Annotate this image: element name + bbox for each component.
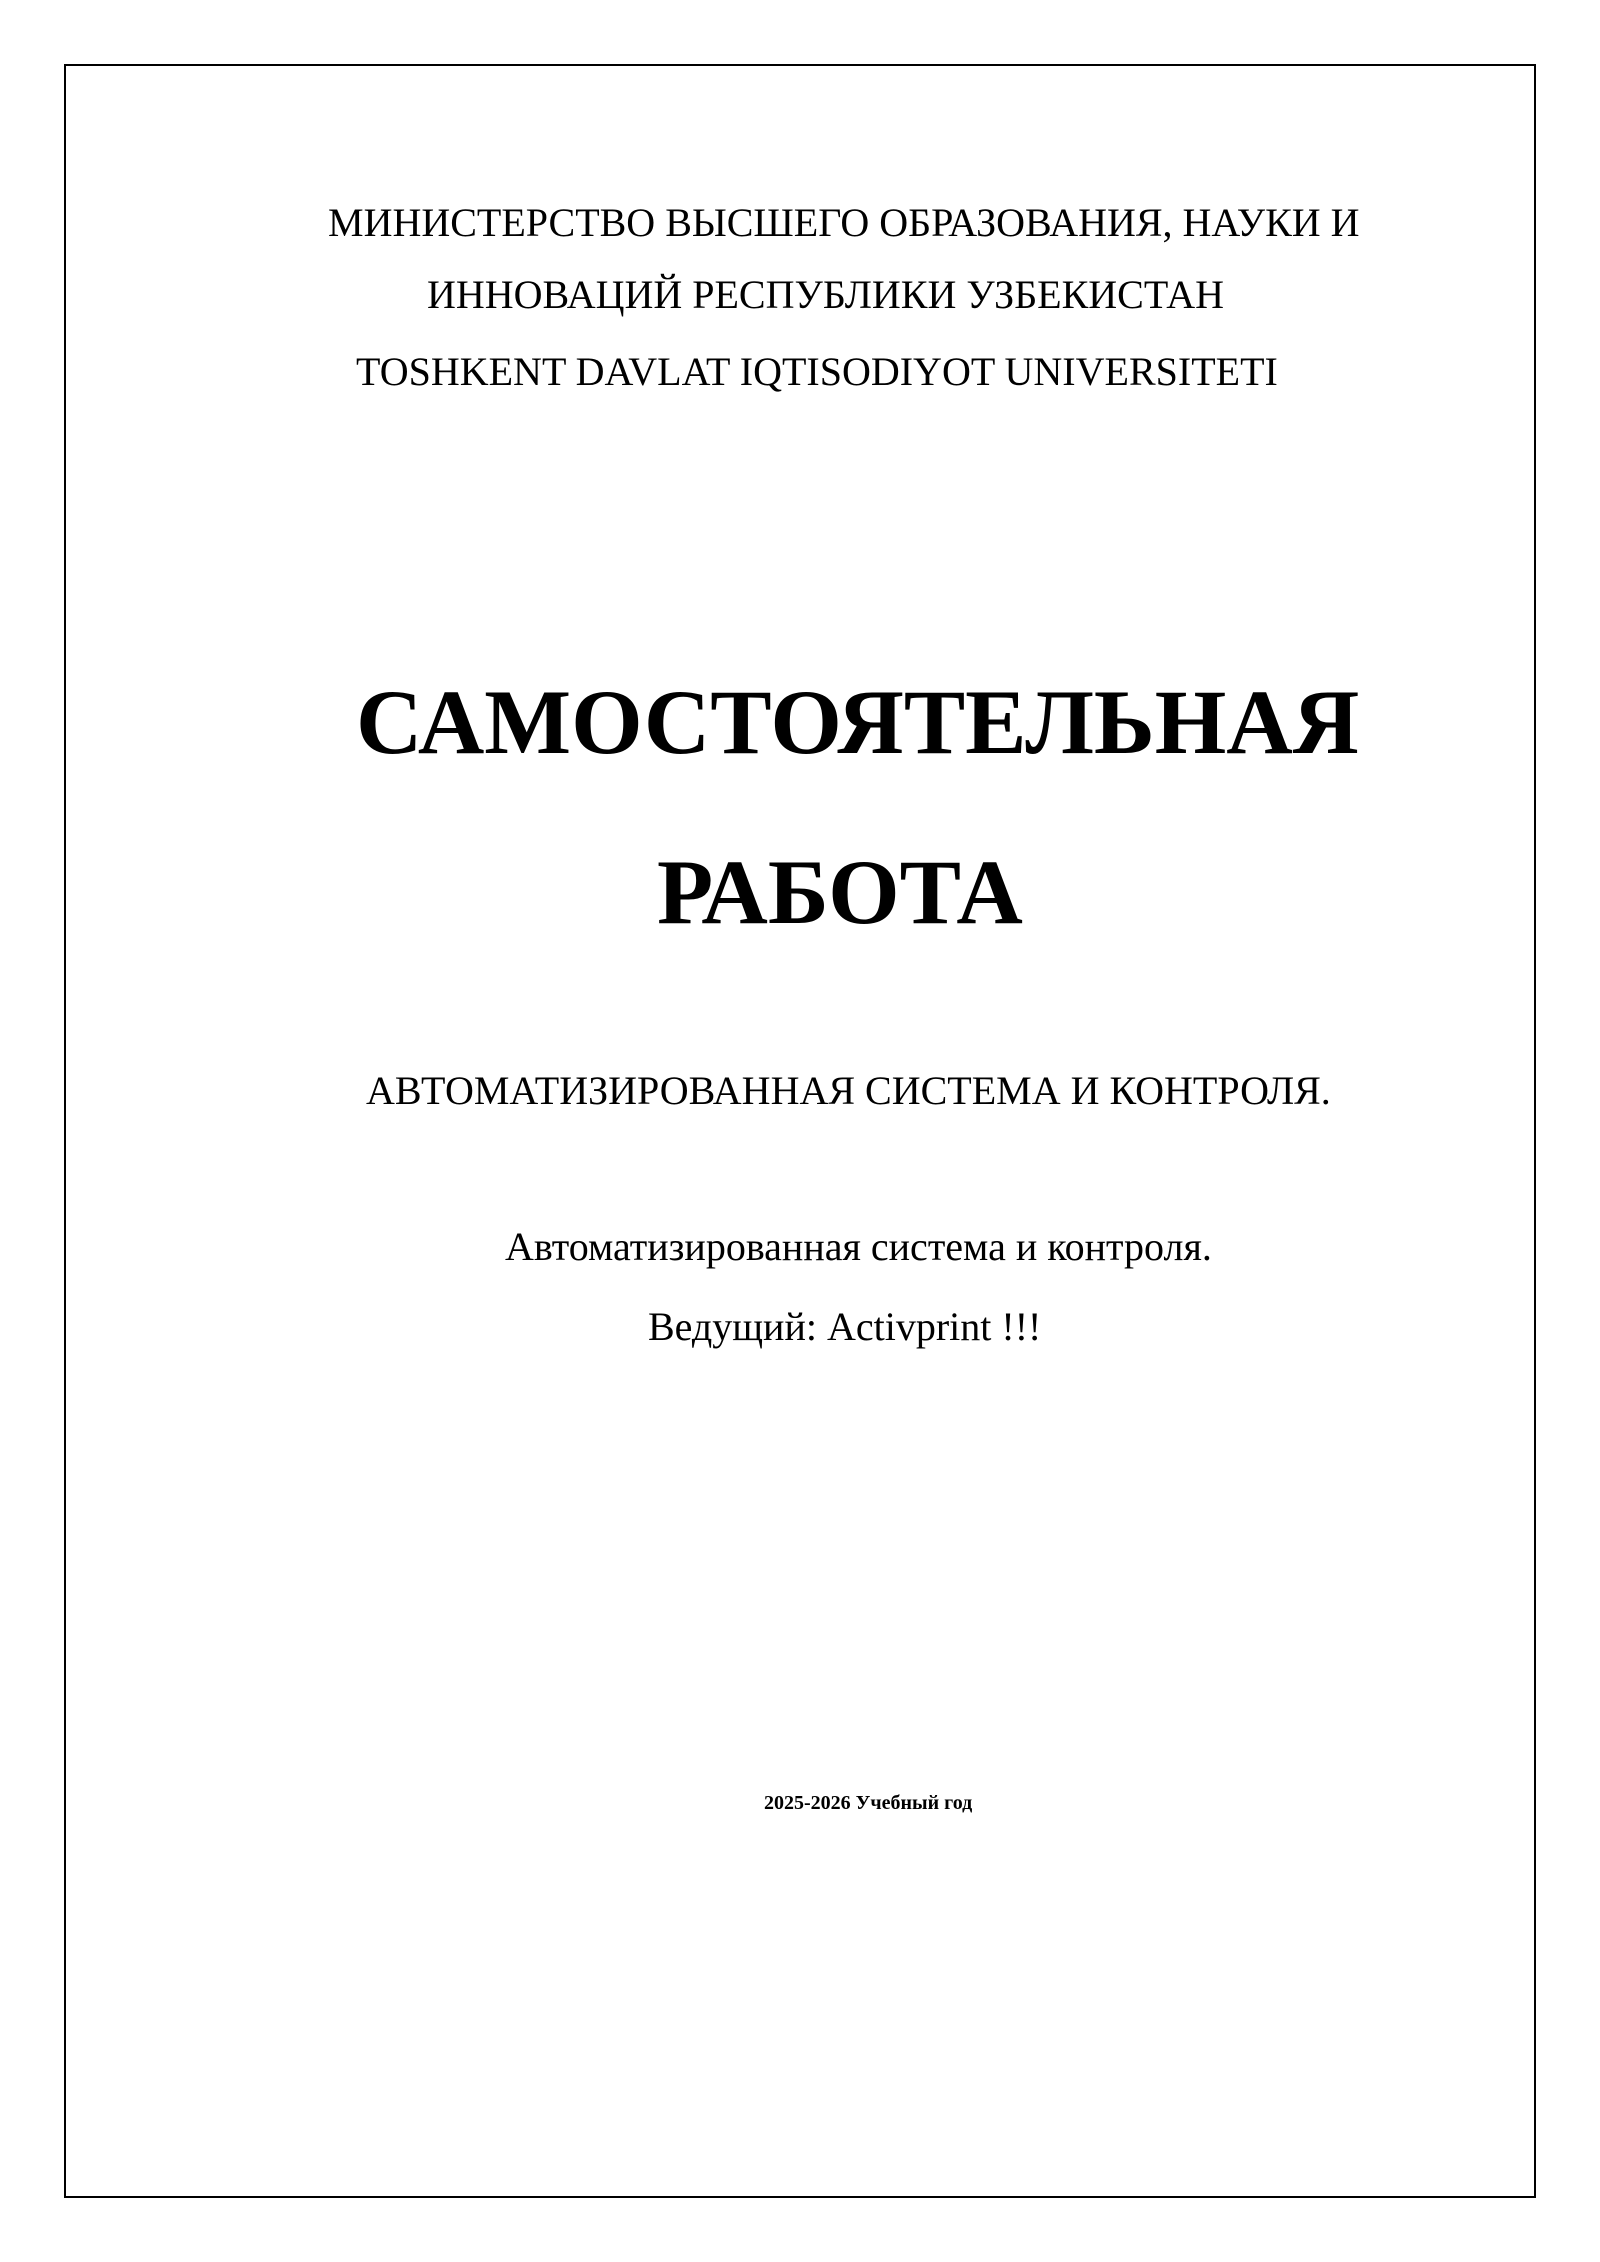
lead-name: Ведущий: Activprint !!! — [648, 1304, 1042, 1349]
main-title-line-2: РАБОТА — [657, 841, 1023, 943]
subject-title: Автоматизированная система и контроля. — [505, 1224, 1212, 1269]
ministry-line-1: МИНИСТЕРСТВО ВЫСШЕГО ОБРАЗОВАНИЯ, НАУКИ И — [328, 200, 1360, 245]
main-title-line-1: САМОСТОЯТЕЛЬНАЯ — [356, 671, 1360, 773]
subject-caps: АВТОМАТИЗИРОВАННАЯ СИСТЕМА И КОНТРОЛЯ. — [366, 1068, 1331, 1113]
ministry-line-2: ИННОВАЦИЙ РЕСПУБЛИКИ УЗБЕКИСТАН — [427, 272, 1225, 317]
university-name: TOSHKENT DAVLAT IQTISODIYOT UNIVERSITETI — [356, 349, 1278, 394]
academic-year: 2025-2026 Учебный год — [764, 1792, 973, 1814]
